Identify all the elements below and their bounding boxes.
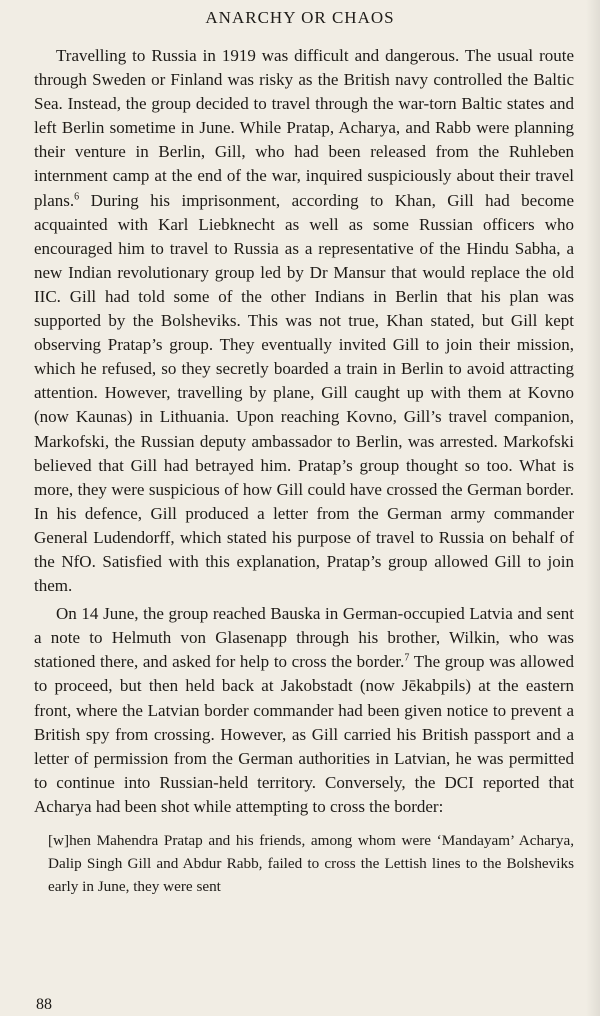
paragraph-2-text-continued: The group was allowed to proceed, but then held back at Jakobstadt (now Jēkabpils) at the eastern front, where the Latvian border commander had been given notice to prevent a British spy from crossing. However, as Gill carried his British passport and a letter of permission from the German authorities in Latvian, he was permitted to continue into Russian-held territory. Conversely, the DCI reported that Acharya had been shot while attempting to cross the border: [34,652,574,816]
running-header [0,8,600,28]
footnote-marker: 7 [404,652,410,664]
page-edge-shadow [586,0,600,1016]
footnote-marker: 6 [74,190,80,202]
header-title: ANARCHY OR CHAOS [205,8,395,27]
body-text [34,44,574,898]
paragraph-2 [34,602,574,819]
paragraph-1-text: Travelling to Russia in 1919 was difficult and dangerous. The usual route through Sweden or Finland was risky as the British navy controlled the Baltic Sea. Instead, the group decided to travel through the war-torn Baltic states and left Berlin sometime in June. While Pratap, Acharya, and Rabb were planning their venture in Berlin, Gill, who had been released from the Ruhleben internment camp at the end of the war, inquired suspiciously about their travel plans. [34,46,574,210]
page-number: 88 [36,996,52,1013]
paragraph-2-text: On 14 June, the group reached Bauska in German-occupied Latvia and sent a note to Helmuth von Glasenapp through his brother, Wilkin, who was stationed there, and asked for help to cross the border. [34,604,574,672]
block-quote: [w]hen Mahendra Pratap and his friends, among whom were ‘Mandayam’ Acharya, Dalip Singh Gill and Abdur Rabb, failed to cross the Lettish lines to the Bolsheviks early in June, they were sent [48,832,574,895]
paragraph-1-text-continued: During his imprisonment, according to Khan, Gill had become acquainted with Karl Liebknecht as well as some Russian officers who encouraged him to travel to Russia as a representative of the Hindu Sabha, a new Indian revolutionary group led by Dr Mansur that would replace the old IIC. Gill had told some of the other Indians in Berlin that his plan was supported by the Bolsheviks. This was not true, Khan stated, but Gill kept observing Pratap’s group. They eventually invited Gill to join their mission, which he refused, so they secretly boarded a train in Berlin to avoid attracting attention. However, travelling by plane, Gill caught up with them at Kovno (now Kaunas) in Lithuania. Upon reaching Kovno, Gill’s travel companion, Markofski, the Russian deputy ambassador to Berlin, was arrested. Markofski believed that Gill had betrayed him. Pratap’s group thought so too. What is more, they were suspicious of how Gill could have crossed the German border. In his defence, Gill produced a letter from the German army commander General Ludendorff, which stated his purpose of travel to Russia on behalf of the NfO. Satisfied with this explanation, Pratap’s group allowed Gill to join them. [34,190,575,596]
paragraph-1 [34,44,574,598]
